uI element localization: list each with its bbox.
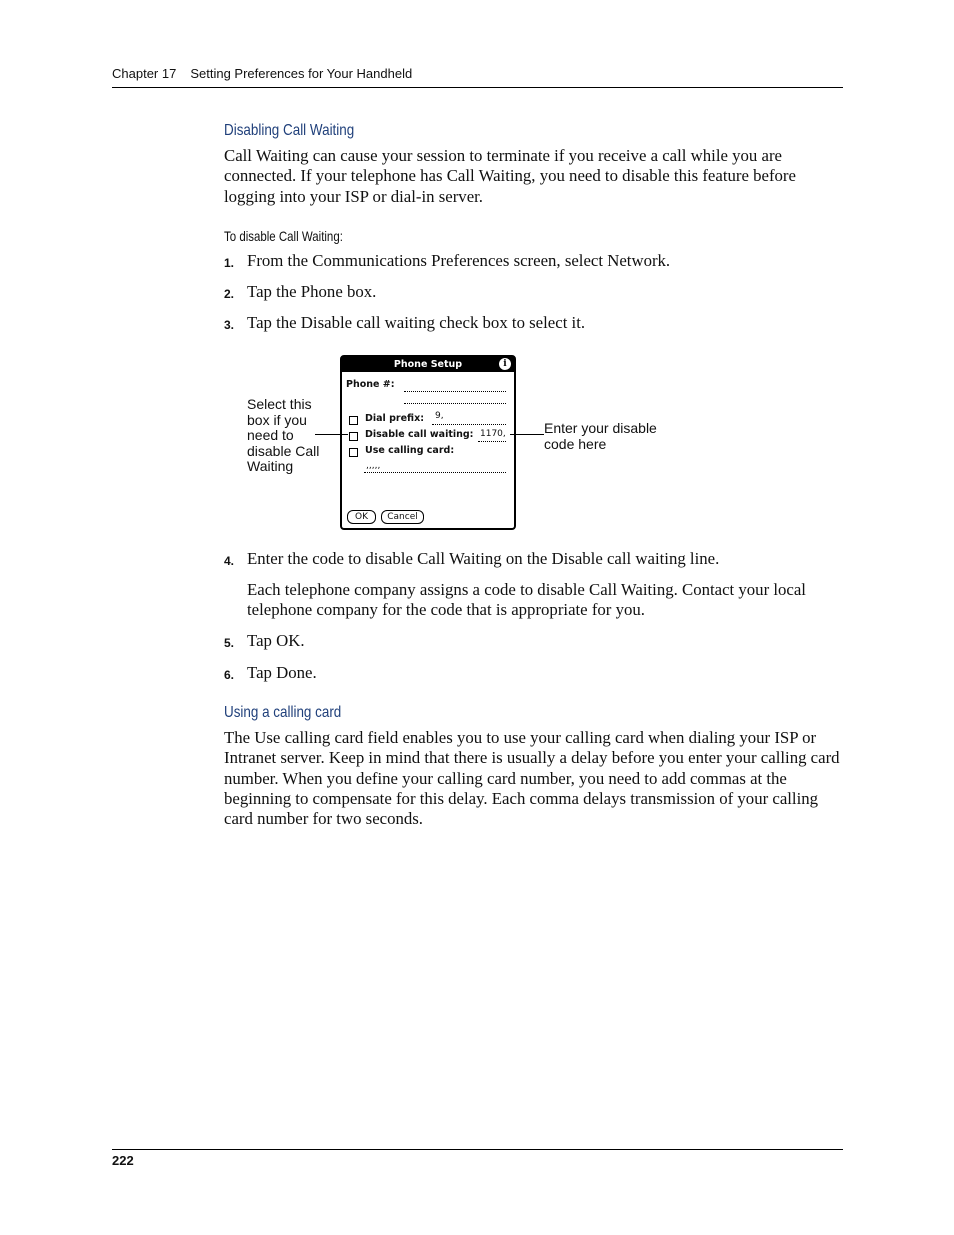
procedure-heading: To disable Call Waiting: — [224, 228, 343, 244]
dial-prefix-line — [432, 424, 506, 425]
calling-card-label: Use calling card: — [365, 445, 455, 456]
dial-prefix-checkbox — [349, 416, 358, 425]
dial-prefix-value: 9, — [435, 411, 444, 421]
callout-right: Enter your disable code here — [544, 420, 657, 452]
running-header — [112, 66, 412, 81]
callout-left-leader — [315, 434, 348, 435]
calling-card-line — [364, 472, 506, 473]
section-heading-call-waiting: Disabling Call Waiting — [224, 122, 355, 139]
disable-call-waiting-value: 1170, — [480, 429, 506, 439]
header-rule — [112, 87, 843, 88]
ok-button: OK — [347, 510, 376, 524]
phone-setup-title: Phone Setup — [393, 359, 463, 370]
disable-call-waiting-checkbox — [349, 432, 358, 441]
calling-card-value: ,,,,, — [366, 461, 381, 471]
step-text: Tap OK. — [247, 631, 305, 650]
step-text: Enter the code to disable Call Waiting on the Disable call waiting line. — [247, 549, 720, 568]
intro-paragraph: Call Waiting can cause your session to terminate if you receive a call while you are connected. If your telephone has Call Waiting, you need to disable this feature before logging into your ISP or dial-in server. — [224, 146, 796, 206]
step-text: Tap Done. — [247, 663, 317, 682]
phone-number-label: Phone #: — [346, 379, 395, 390]
chapter-label: Chapter 17 — [112, 66, 177, 81]
disable-call-waiting-line — [478, 441, 506, 442]
page-number: 222 — [112, 1153, 134, 1168]
callout-left: Select this box if you need to disable Call Waiting — [247, 396, 320, 474]
step-number: 5. — [224, 636, 235, 650]
callout-right-leader — [510, 434, 544, 435]
phone-setup-screenshot — [340, 355, 516, 530]
step-number: 3. — [224, 318, 235, 332]
step-number: 4. — [224, 554, 235, 568]
step-number: 1. — [224, 256, 235, 270]
chapter-title: Setting Preferences for Your Handheld — [190, 66, 413, 81]
step-text: Tap the Phone box. — [247, 282, 377, 301]
phone-number-line — [404, 391, 506, 392]
dial-prefix-label: Dial prefix: — [365, 413, 425, 424]
phone-number-line-2 — [404, 403, 506, 404]
footer-rule — [112, 1149, 843, 1150]
section-heading-calling-card: Using a calling card — [224, 704, 342, 721]
step-number: 2. — [224, 287, 235, 301]
step-note: Each telephone company assigns a code to disable Call Waiting. Contact your local telephone company for the code that is appropriate for you. — [247, 580, 806, 620]
step-text: From the Communications Preferences screen, select Network. — [247, 251, 671, 270]
calling-card-paragraph: The Use calling card field enables you to use your calling card when dialing your ISP or Intranet server. Keep in mind that there is usually a delay before you enter your calling card number. When you define your calling card number, you need to add commas at the beginning to compensate for this delay. Each comma delays transmission of your calling card number for two seconds. — [224, 728, 840, 829]
disable-call-waiting-label: Disable call waiting: — [365, 429, 474, 440]
calling-card-checkbox — [349, 448, 358, 457]
cancel-button: Cancel — [381, 510, 424, 524]
step-text: Tap the Disable call waiting check box to select it. — [247, 313, 586, 332]
step-number: 6. — [224, 668, 235, 682]
phone-setup-title-bar — [342, 357, 514, 372]
info-icon: i — [499, 358, 511, 370]
